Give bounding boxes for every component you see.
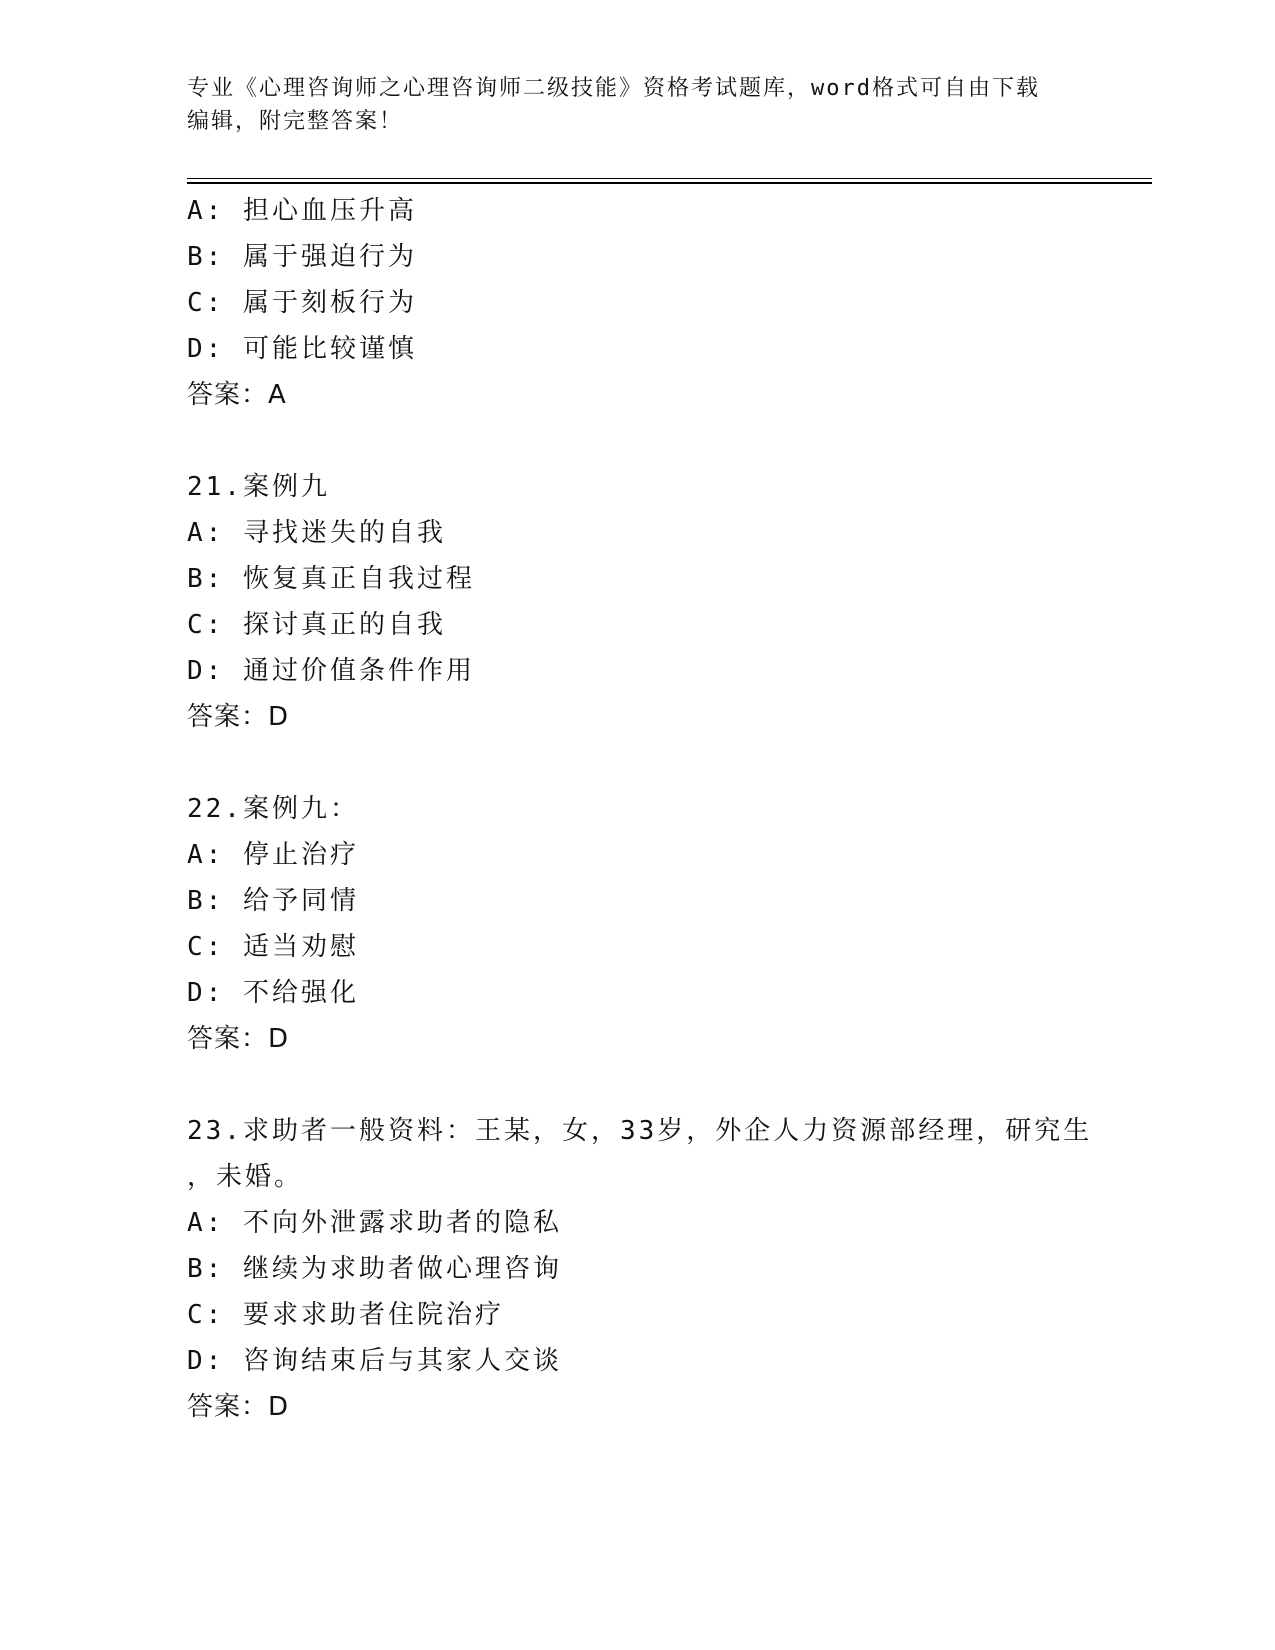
answer-line: 答案：D (187, 702, 290, 732)
option-a: A: 停止治疗 (187, 840, 359, 870)
option-a: A: 不向外泄露求助者的隐私 (187, 1208, 562, 1238)
question-stem-line-1: 23.求助者一般资料：王某，女，33岁，外企人力资源部经理，研究生 (187, 1116, 1093, 1146)
option-c: C: 属于刻板行为 (187, 288, 417, 318)
question-22 (187, 786, 1087, 1062)
question-23 (187, 1108, 1093, 1430)
question-20 (187, 188, 1087, 418)
option-d: D: 通过价值条件作用 (187, 656, 475, 686)
header-line-2: 编辑，附完整答案！ (187, 109, 404, 134)
option-d: D: 咨询结束后与其家人交谈 (187, 1346, 562, 1376)
option-d: D: 不给强化 (187, 978, 359, 1008)
option-c: C: 适当劝慰 (187, 932, 359, 962)
question-21 (187, 464, 1087, 740)
header-divider-thick (187, 182, 1152, 184)
header-divider-thin (187, 178, 1152, 179)
spacer (187, 418, 1087, 464)
answer-line: 答案：D (187, 1392, 290, 1422)
spacer (187, 740, 1087, 786)
answer-line: 答案：D (187, 1024, 290, 1054)
spacer (187, 1062, 1087, 1108)
option-b: B: 恢复真正自我过程 (187, 564, 475, 594)
option-c: C: 探讨真正的自我 (187, 610, 446, 640)
option-b: B: 继续为求助者做心理咨询 (187, 1254, 562, 1284)
question-stem: 21.案例九 (187, 472, 330, 502)
question-stem-line-2: ，未婚。 (187, 1162, 304, 1192)
answer-line: 答案：A (187, 380, 287, 410)
question-stem: 22.案例九： (187, 794, 359, 824)
document-header (187, 72, 1067, 138)
question-list (187, 188, 1093, 1430)
option-b: B: 属于强迫行为 (187, 242, 417, 272)
header-line-1: 专业《心理咨询师之心理咨询师二级技能》资格考试题库，word格式可自由下载 (187, 76, 1040, 101)
option-c: C: 要求求助者住院治疗 (187, 1300, 504, 1330)
option-a: A: 寻找迷失的自我 (187, 518, 446, 548)
option-d: D: 可能比较谨慎 (187, 334, 417, 364)
option-a: A: 担心血压升高 (187, 196, 417, 226)
option-b: B: 给予同情 (187, 886, 359, 916)
